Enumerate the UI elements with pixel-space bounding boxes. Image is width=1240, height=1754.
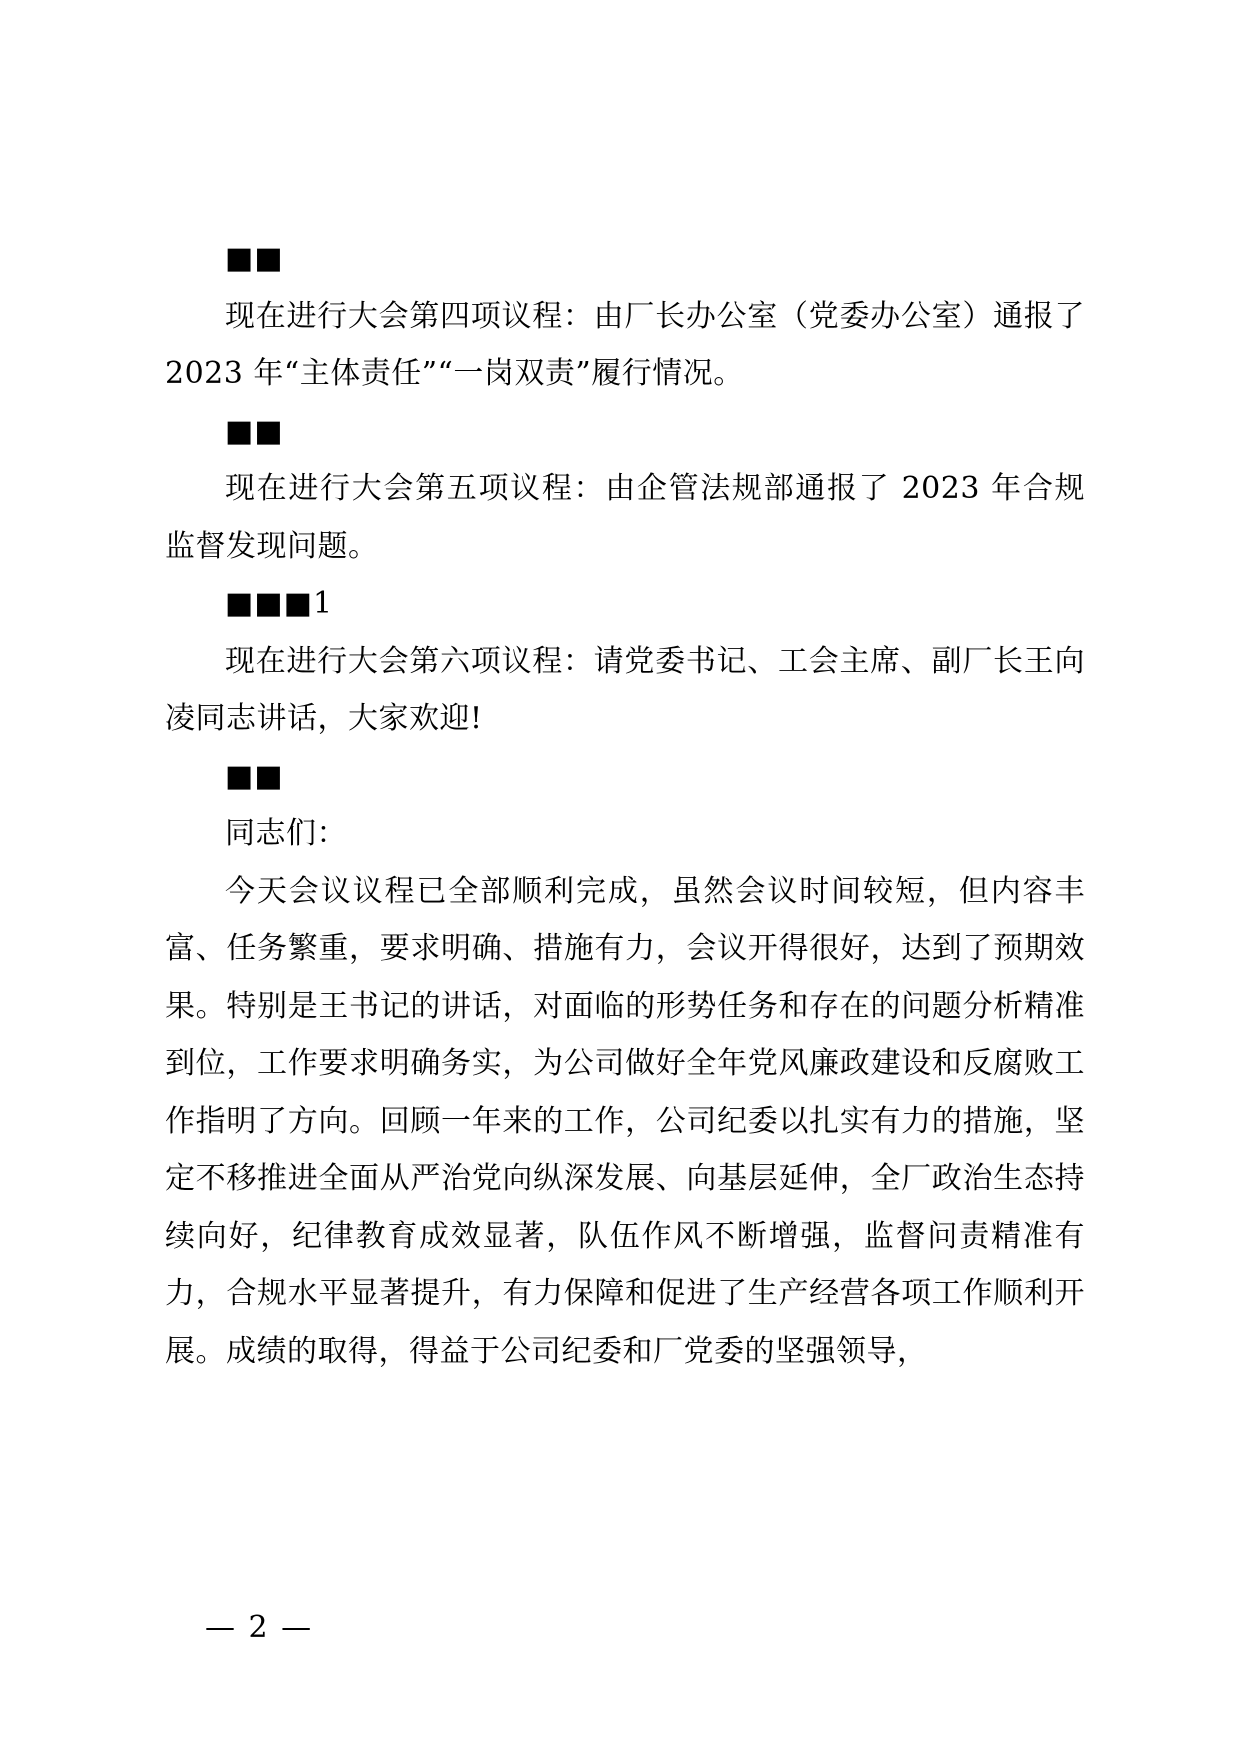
agenda-item-five: 现在进行大会第五项议程：由企管法规部通报了 2023 年合规监督发现问题。 (165, 471, 1085, 564)
redacted-marker: ■■ (225, 413, 284, 449)
redacted-marker: ■■ (225, 758, 284, 794)
document-body (165, 230, 1085, 1380)
redacted-marker: ■■ (225, 241, 284, 276)
agenda-item-six: 现在进行大会第六项议程：请党委书记、工会主席、副厂长王向凌同志讲话，大家欢迎! (165, 643, 1085, 736)
closing-remarks: 今天会议议程已全部顺利完成，虽然会议时间较短，但内容丰富、任务繁重，要求明确、措施有力，会议开得很好，达到了预期效果。特别是王书记的讲话，对面临的形势任务和存在的问题分析精准到位，工作要求明确务实，为公司做好全年党风廉政建设和反腐败工作指明了方向。回顾一年来的工作，公司纪委以扎实有力的措施，坚定不移推进全面从严治党向纵深发展、向基层延伸，全厂政治生态持续向好，纪律教育成效显著，队伍作风不断增强，监督问责精准有力，合规水平显著提升，有力保障和促进了生产经营各项工作顺利开展。成绩的取得，得益于公司纪委和厂党委的坚强领导， (165, 873, 1085, 1369)
agenda-item-four: 现在进行大会第四项议程：由厂长办公室（党委办公室）通报了 2023 年“主体责任”“一岗双责”履行情况。 (165, 298, 1085, 391)
salutation: 同志们： (225, 816, 347, 851)
page-number: — 2 — (205, 1610, 314, 1645)
redacted-marker: ■■■1 (225, 586, 334, 621)
